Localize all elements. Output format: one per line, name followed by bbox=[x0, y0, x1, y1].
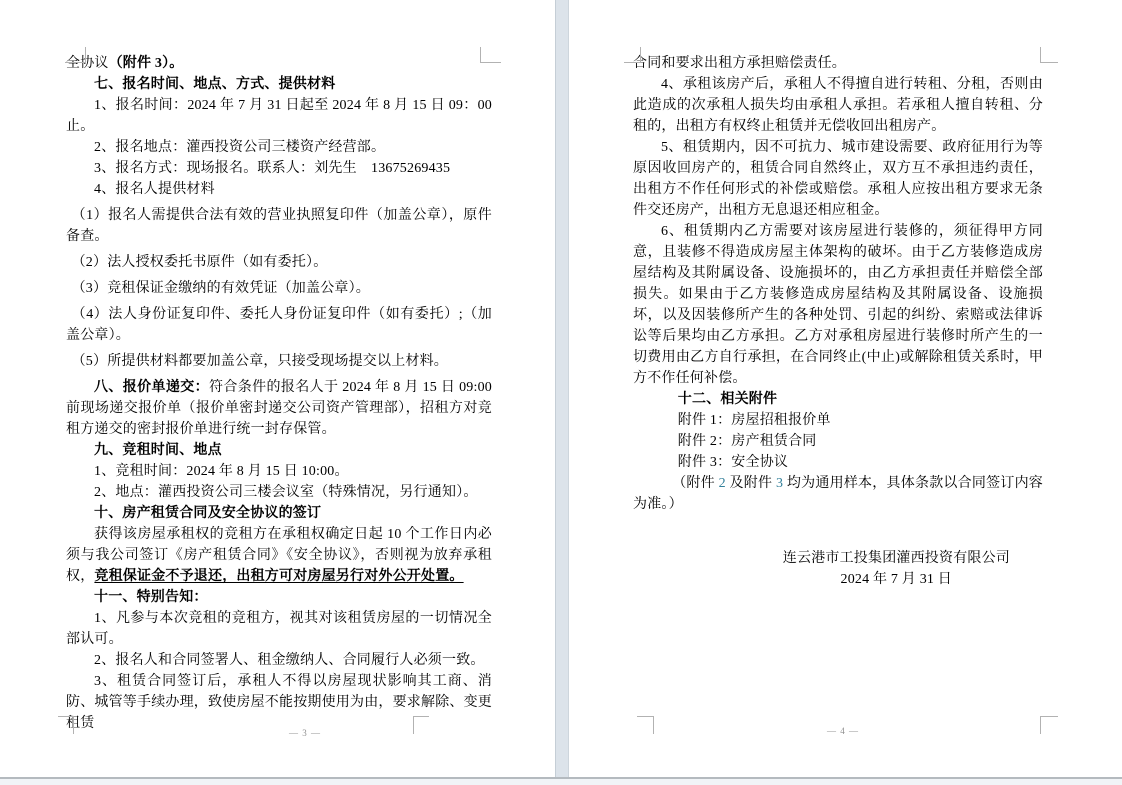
paragraph bbox=[633, 137, 1043, 221]
margin-crop-mark bbox=[480, 47, 501, 63]
paragraph bbox=[66, 304, 492, 346]
paragraph bbox=[66, 608, 492, 650]
text-run: （5）所提供材料都要加盖公章，只接受现场提交以上材料。 bbox=[71, 354, 448, 369]
paragraph bbox=[633, 74, 1043, 137]
text-run: 1、凡参与本次竞租的竞租方，视其对该租赁房屋的一切情况全部认可。 bbox=[66, 611, 492, 647]
paragraph bbox=[66, 524, 492, 587]
paragraph bbox=[66, 158, 492, 179]
text-run: 2、地点：灌西投资公司三楼会议室（特殊情况，另行通知）。 bbox=[94, 485, 478, 500]
margin-crop-mark bbox=[1040, 47, 1058, 63]
text-run: 2 bbox=[718, 476, 726, 491]
text-run: 十二、相关附件 bbox=[677, 392, 778, 407]
text-run: 符合条件的报名人于 2024 年 8 月 15 日 09:00前现场递交报价单（报价单密封递交公司资产管理部），招租方对竞租方递交的密封报价单进行统一封存保管。 bbox=[66, 380, 492, 437]
paragraph bbox=[66, 377, 492, 440]
margin-crop-mark bbox=[58, 716, 74, 734]
margin-crop-mark bbox=[65, 47, 86, 63]
page-number-footer: — 3 — bbox=[289, 728, 321, 738]
paragraph bbox=[66, 74, 492, 95]
paragraph bbox=[633, 53, 1043, 74]
page-gap-divider bbox=[555, 0, 569, 777]
paragraph bbox=[66, 205, 492, 247]
paragraph bbox=[66, 53, 492, 74]
paragraph bbox=[66, 351, 492, 372]
text-run: 八、报价单递交： bbox=[94, 380, 210, 395]
text-run: 均为通用样本，具体条款以合同签订内容为准。） bbox=[633, 476, 1043, 512]
text-run: 3、租赁合同签订后，承租人不得以房屋现状影响其工商、消防、城管等手续办理，致使房屋不能按期使用为由，要求解除、变更租赁 bbox=[66, 674, 492, 731]
page-number-footer: — 4 — bbox=[827, 726, 859, 736]
paragraph bbox=[66, 503, 492, 524]
text-run: 1、竞租时间：2024 年 8 月 15 日 10:00。 bbox=[94, 464, 349, 479]
window-bottom-edge bbox=[0, 777, 1122, 785]
paragraph bbox=[66, 278, 492, 299]
document-page-4[interactable] bbox=[569, 0, 1122, 777]
text-run: （3）竞租保证金缴纳的有效凭证（加盖公章）。 bbox=[71, 281, 370, 296]
text-run: （2）法人授权委托书原件（如有委托）。 bbox=[71, 255, 328, 270]
text-run: 2024 年 7 月 31 日 bbox=[840, 572, 952, 587]
text-run: 连云港市工投集团灌西投资有限公司 bbox=[782, 551, 1010, 566]
page-4-text-body bbox=[633, 53, 1043, 590]
text-run: 附件 3：安全协议 bbox=[677, 455, 789, 470]
text-run: 6、租赁期内乙方需要对该房屋进行装修的，须征得甲方同意，且装修不得造成房屋主体架构的破坏。由于乙方装修造成房屋结构及其附属设备、设施损坏的，由乙方承担责任并赔偿全部损失。如果由于乙方装修造成房屋结构及其附属设备、设施损坏，以及因装修所产生的各种处罚、引起的纠纷、索赔或法律诉讼等后果均由乙方承担。乙方对承租房屋进行装修时所产生的一切费用由乙方自行承担，在合同终止(中止)或解除租赁关系时，甲方不作任何补偿。 bbox=[633, 224, 1043, 386]
text-run: 4、报名人提供材料 bbox=[94, 182, 215, 197]
text-run: 2、报名人和合同签署人、租金缴纳人、合同履行人必须一致。 bbox=[94, 653, 485, 668]
text-run: （附件 3）。 bbox=[108, 56, 184, 71]
text-run: 附件 1：房屋招租报价单 bbox=[677, 413, 831, 428]
paragraph bbox=[66, 587, 492, 608]
text-run: 九、竞租时间、地点 bbox=[94, 443, 222, 458]
text-run: 1、报名时间：2024 年 7 月 31 日起至 2024 年 8 月 15 日 09：00止。 bbox=[66, 98, 492, 134]
paragraph bbox=[66, 482, 492, 503]
page-3-text-body bbox=[66, 53, 492, 734]
text-run: 附件 2：房产租赁合同 bbox=[677, 434, 817, 449]
text-run: （4）法人身份证复印件、委托人身份证复印件（如有委托）;（加盖公章）。 bbox=[66, 307, 492, 343]
paragraph bbox=[66, 95, 492, 137]
text-run: （1）报名人需提供合法有效的营业执照复印件（加盖公章），原件备查。 bbox=[66, 208, 492, 244]
text-run: （附件 bbox=[672, 476, 719, 491]
text-run: 十、房产租赁合同及安全协议的签订 bbox=[94, 506, 322, 521]
paragraph bbox=[66, 461, 492, 482]
paragraph bbox=[66, 137, 492, 158]
paragraph bbox=[633, 431, 1043, 452]
paragraph bbox=[66, 252, 492, 273]
paragraph bbox=[66, 440, 492, 461]
paragraph bbox=[633, 389, 1043, 410]
paragraph bbox=[633, 473, 1043, 515]
paragraph bbox=[633, 452, 1043, 473]
text-run: 及附件 bbox=[725, 476, 776, 491]
paragraph bbox=[633, 221, 1043, 389]
paragraph bbox=[66, 650, 492, 671]
text-run: 十一、特别告知： bbox=[94, 590, 208, 605]
text-run: 3、报名方式：现场报名。联系人：刘先生 13675269435 bbox=[94, 161, 451, 176]
text-run: 全协议 bbox=[66, 56, 109, 71]
paragraph bbox=[633, 548, 1043, 569]
paragraph bbox=[66, 179, 492, 200]
text-run: 2、报名地点：灌西投资公司三楼资产经营部。 bbox=[94, 140, 386, 155]
document-page-3[interactable] bbox=[0, 0, 555, 777]
text-run: 4、承租该房产后，承租人不得擅自进行转租、分租，否则由此造成的次承租人损失均由承租人承担。若承租人擅自转租、分租的，出租方有权终止租赁并无偿收回出租房产。 bbox=[633, 77, 1043, 134]
text-run: 合同和要求出租方承担赔偿责任。 bbox=[633, 56, 846, 71]
paragraph bbox=[633, 410, 1043, 431]
text-run: 3 bbox=[775, 476, 784, 491]
margin-crop-mark bbox=[624, 47, 641, 63]
text-run: 获得该房屋承租权的竞租方在承租权确定日起 10 个工作日内必须与我公司签订《房产租赁合同》《安全协议》，否则视为放弃承租权， bbox=[66, 527, 492, 584]
paragraph bbox=[633, 569, 1043, 590]
text-run: 5、租赁期内，因不可抗力、城市建设需要、政府征用行为等原因收回房产的，租赁合同自然终止，双方互不承担违约责任，出租方不作任何形式的补偿或赔偿。承租人应按出租方要求无条件交还房产，出租方无息退还相应租金。 bbox=[633, 140, 1043, 218]
text-run: 竞租保证金不予退还，出租方可对房屋另行对外公开处置。 bbox=[94, 569, 464, 584]
text-run: 七、报名时间、地点、方式、提供材料 bbox=[94, 77, 336, 92]
